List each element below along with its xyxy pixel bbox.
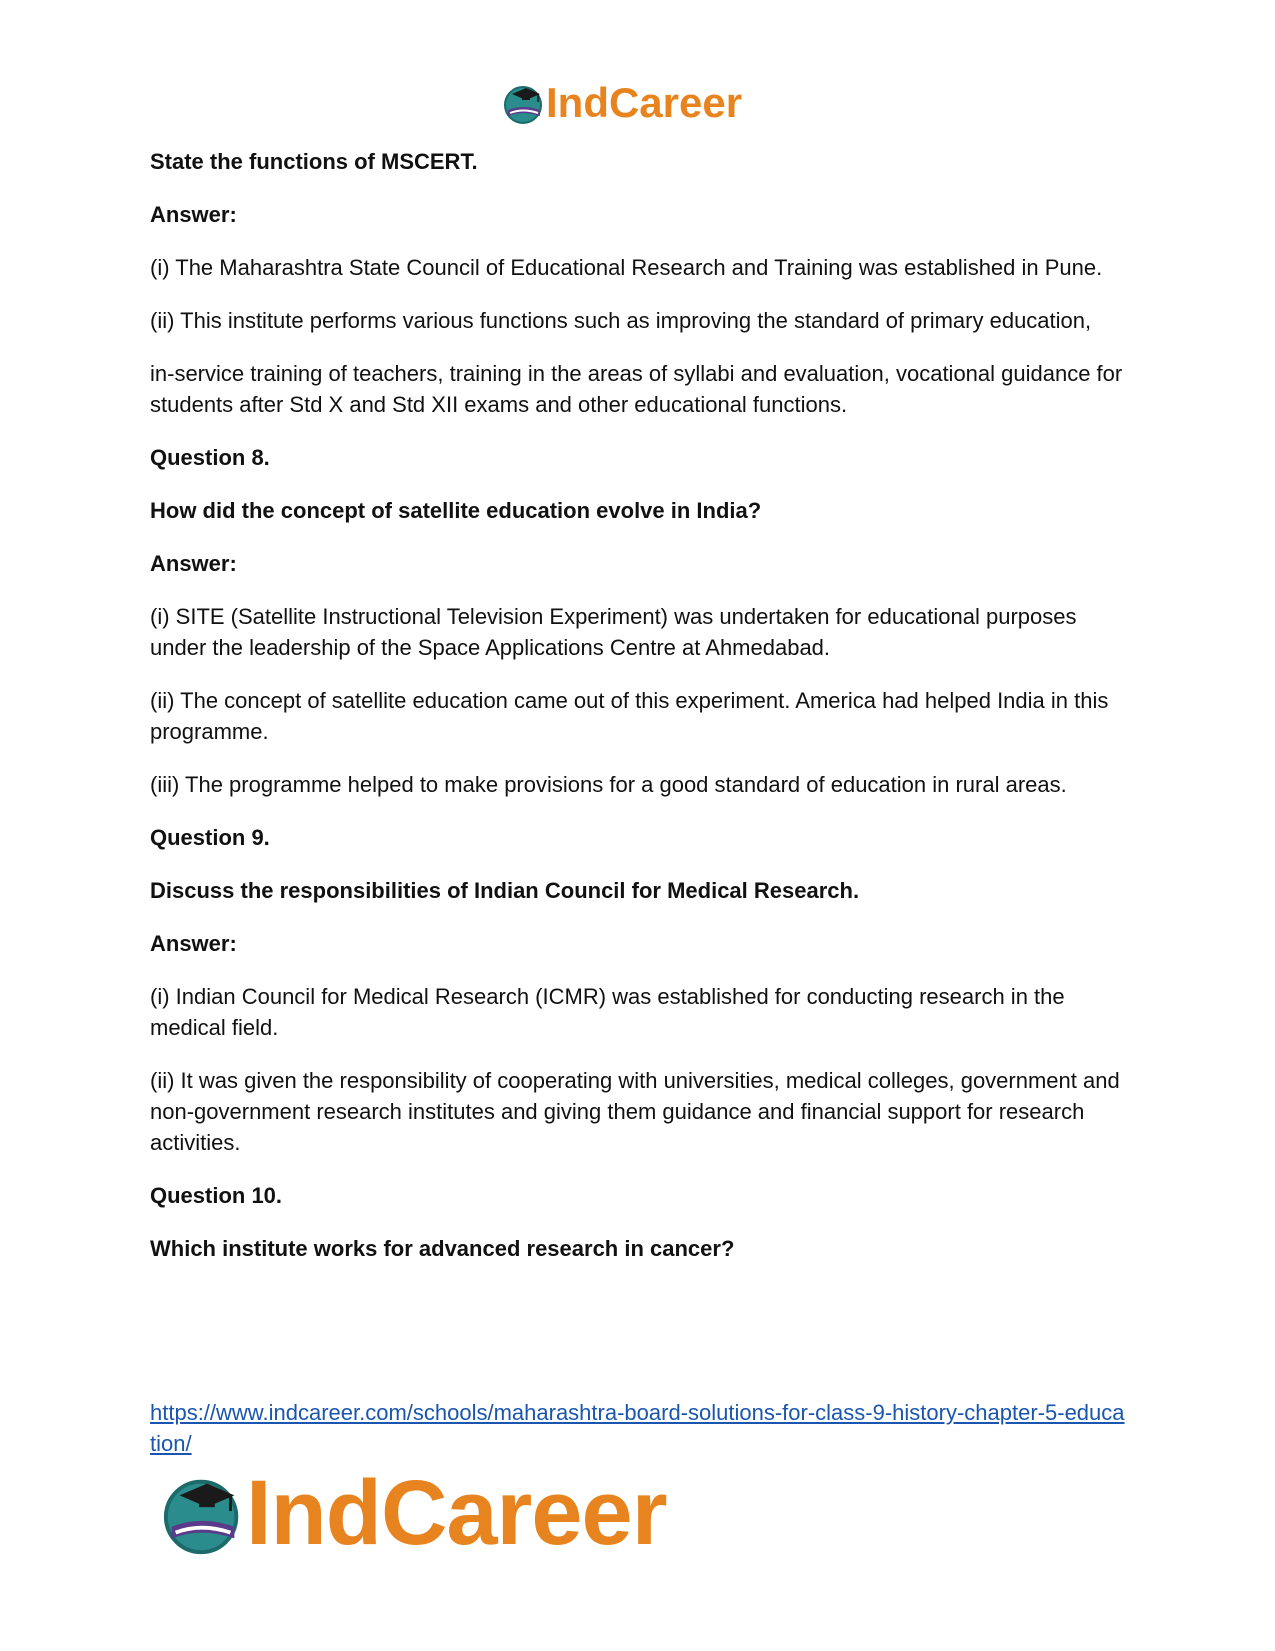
heading-paragraph: State the functions of MSCERT. bbox=[150, 149, 478, 174]
logo-wordmark: IndCareer bbox=[546, 79, 743, 126]
heading-paragraph: Answer: bbox=[150, 931, 237, 956]
heading-paragraph: Question 9. bbox=[150, 825, 270, 850]
body-paragraph: (iii) The programme helped to make provisions for a good standard of education in rural areas. bbox=[150, 772, 1067, 797]
body-paragraph: (ii) The concept of satellite education came out of this experiment. America had helped India in this programme. bbox=[150, 688, 1109, 744]
body-paragraph: (ii) It was given the responsibility of cooperating with universities, medical colleges, government and non-government research institutes and giving them guidance and financial support for research activities. bbox=[150, 1068, 1120, 1155]
source-url-link[interactable]: https://www.indcareer.com/schools/maharashtra-board-solutions-for-class-9-history-chapter-5-education/ bbox=[150, 1400, 1125, 1456]
heading-paragraph: Answer: bbox=[150, 202, 237, 227]
logo-globe-icon-large bbox=[160, 1468, 250, 1558]
heading-paragraph: Answer: bbox=[150, 551, 237, 576]
indcareer-logo-footer bbox=[160, 1461, 667, 1564]
body-paragraph: (i) The Maharashtra State Council of Educational Research and Training was established in Pune. bbox=[150, 255, 1103, 280]
heading-paragraph: Which institute works for advanced research in cancer? bbox=[150, 1236, 735, 1261]
body-paragraph: in-service training of teachers, training in the areas of syllabi and evaluation, vocational guidance for students after Std X and Std XII exams and other educational functions. bbox=[150, 361, 1123, 417]
heading-paragraph: How did the concept of satellite education evolve in India? bbox=[150, 498, 762, 523]
body-paragraph: (i) Indian Council for Medical Research (ICMR) was established for conducting research in the medical field. bbox=[150, 984, 1065, 1040]
heading-paragraph: Question 10. bbox=[150, 1183, 283, 1208]
logo-wordmark-large: IndCareer bbox=[246, 1461, 667, 1564]
body-paragraph: (i) SITE (Satellite Instructional Television Experiment) was undertaken for educational purposes under the leadership of the Space Applications Centre at Ahmedabad. bbox=[150, 604, 1077, 660]
body-paragraph: (ii) This institute performs various functions such as improving the standard of primary education, bbox=[150, 308, 1092, 333]
logo-globe-icon bbox=[502, 80, 548, 126]
heading-paragraph: Discuss the responsibilities of Indian Council for Medical Research. bbox=[150, 878, 860, 903]
document-body bbox=[150, 146, 1125, 1286]
heading-paragraph: Question 8. bbox=[150, 445, 270, 470]
indcareer-logo-header bbox=[502, 80, 742, 126]
